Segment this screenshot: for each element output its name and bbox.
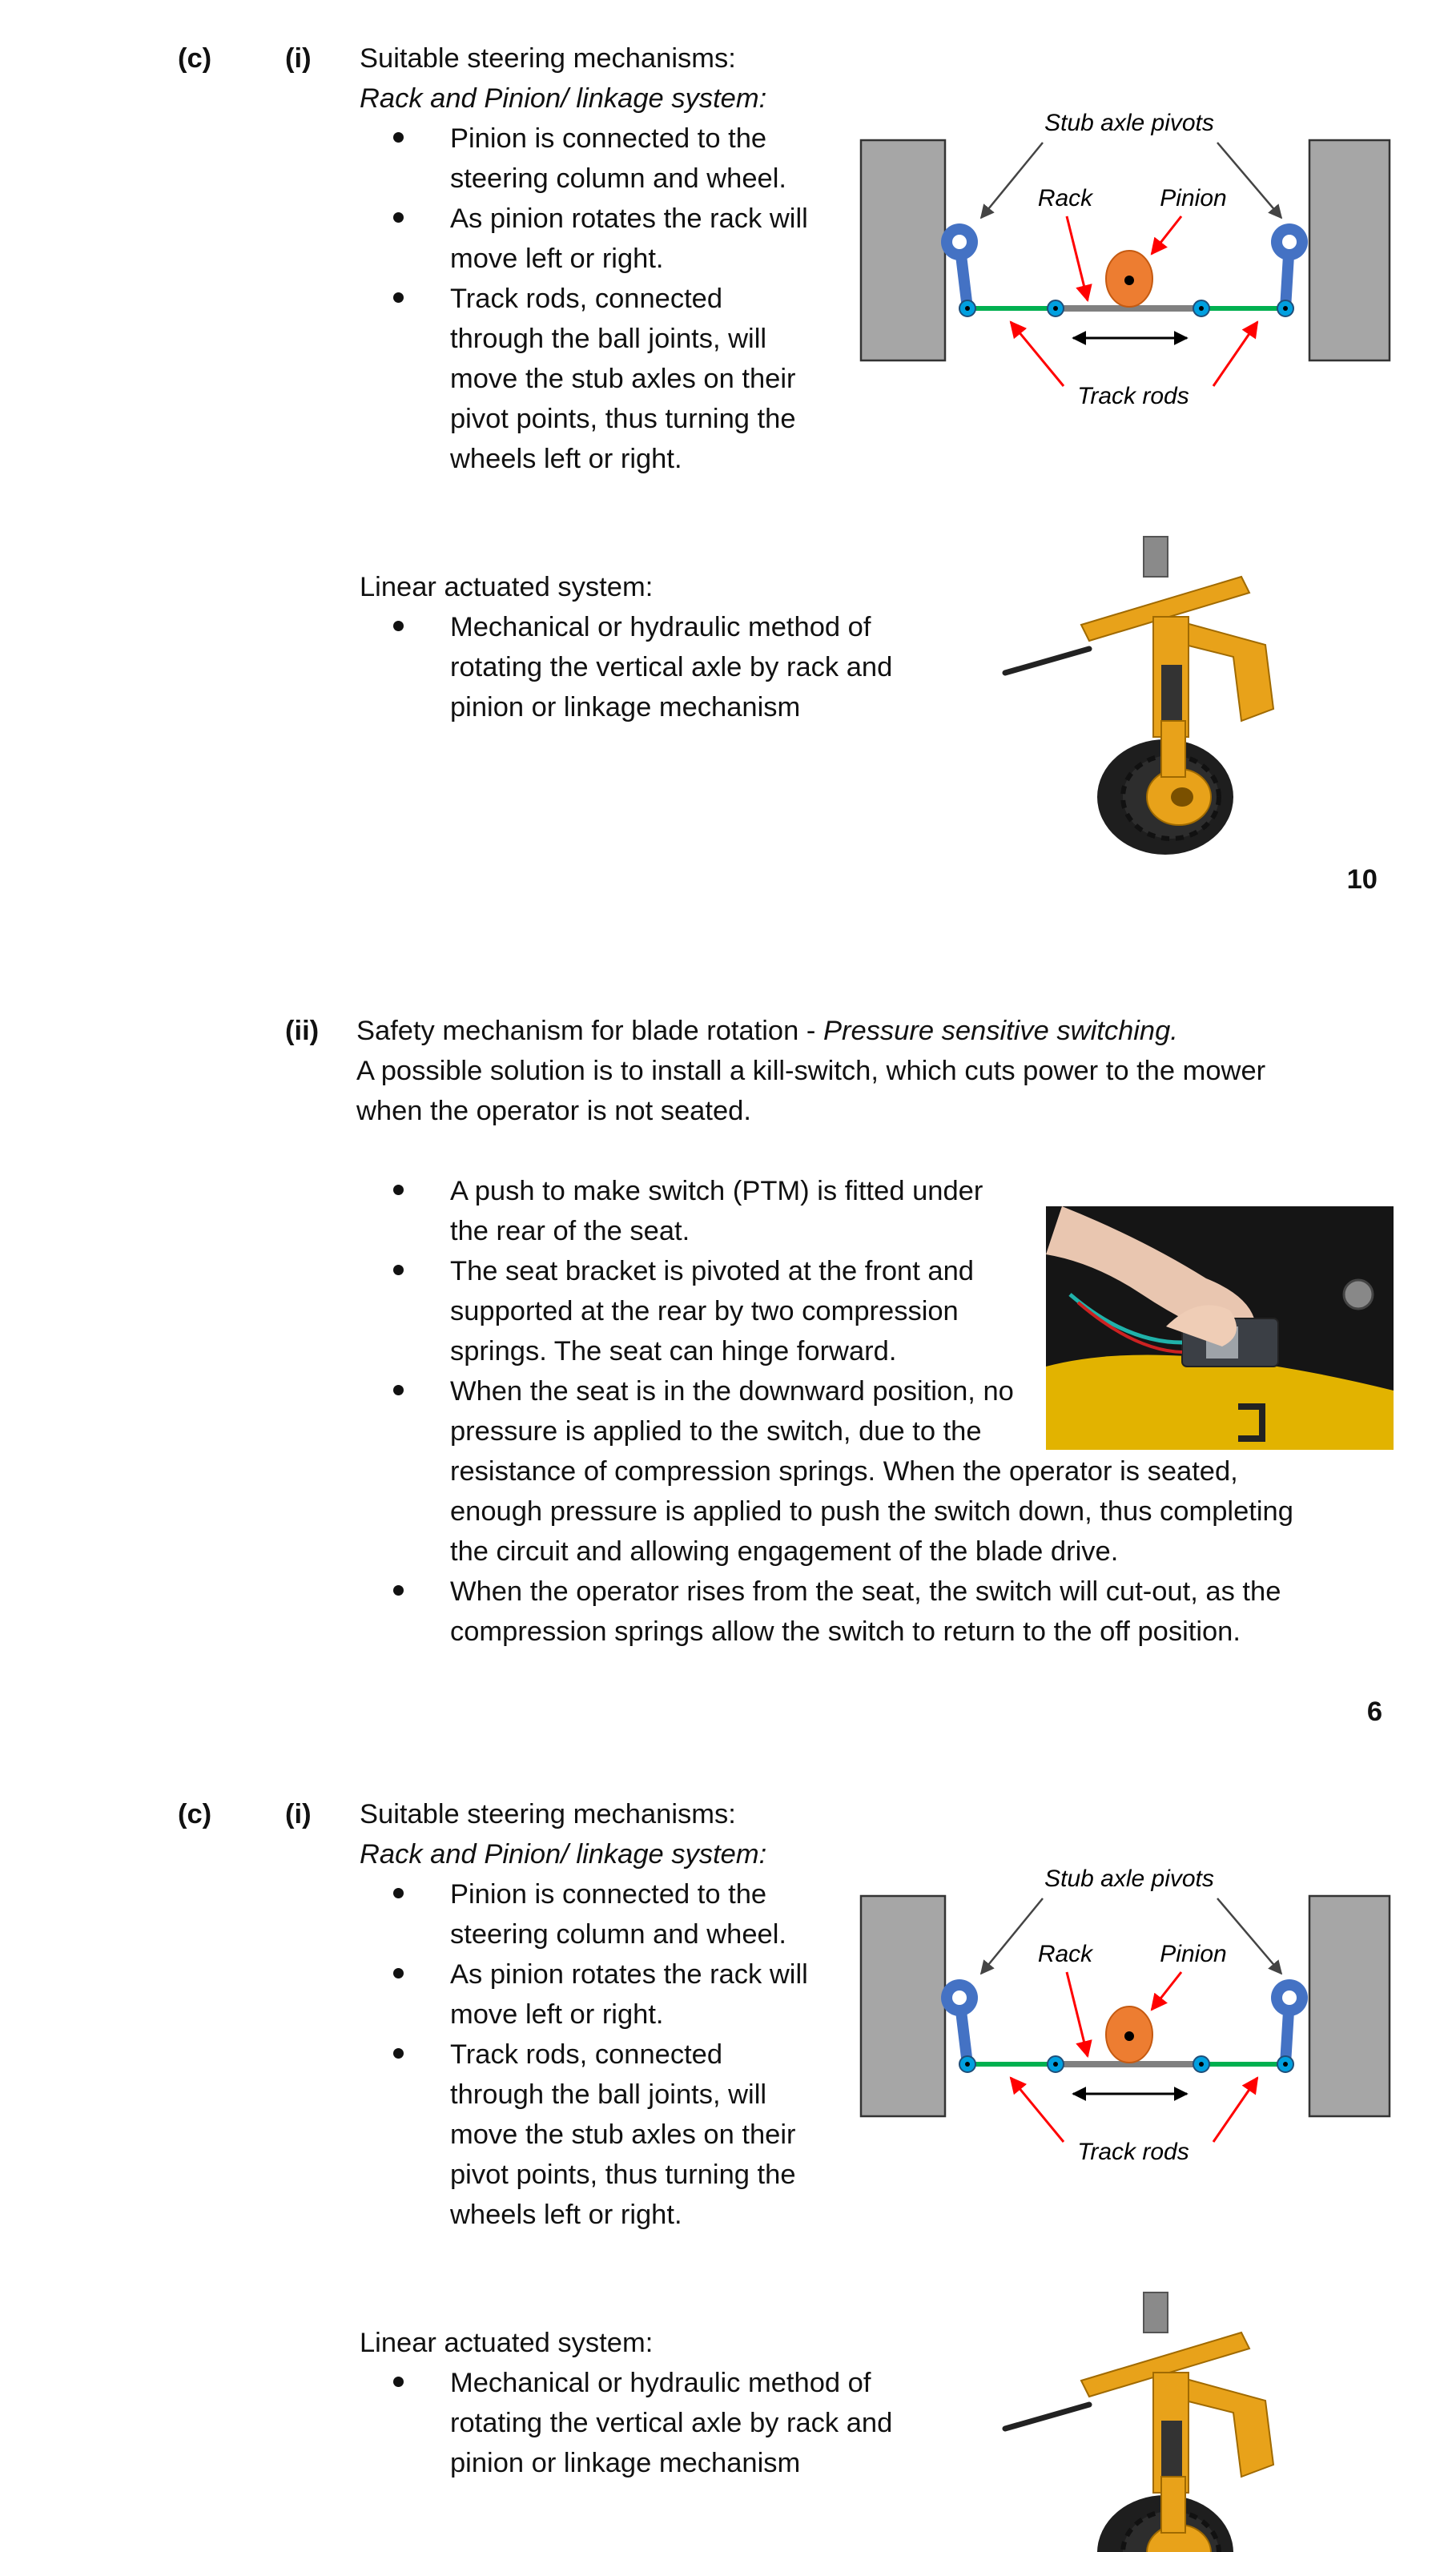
list-item: A push to make switch (PTM) is fitted under the rear of the seat. [360, 1171, 1293, 1251]
linear-heading: Linear actuated system: [360, 572, 654, 602]
section-heading: Suitable steering mechanisms: [360, 1799, 736, 1829]
part-label-i: (i) [285, 43, 312, 74]
label-stub-axle-pivots: Stub axle pivots [1044, 1866, 1214, 1892]
linear-heading: Linear actuated system: [360, 2328, 654, 2358]
right-wheel [1309, 1896, 1390, 2116]
linear-actuator-illustration [1001, 2284, 1305, 2552]
list-item: Pinion is connected to the steering column and wheel. [360, 1874, 808, 1954]
list-item: Mechanical or hydraulic method of rotating the vertical axle by rack and pinion or linkage mechanism [360, 607, 892, 727]
bullet-list [360, 607, 892, 727]
label-rack: Rack [1037, 1941, 1093, 1967]
section-heading: Suitable steering mechanisms: [360, 43, 736, 74]
list-item: Track rods, connected through the ball joints, will move the stub axles on their pivot points, thus turning the wheels left or right. [360, 279, 808, 479]
left-wheel [861, 1896, 945, 2116]
part-label-c: (c) [178, 1799, 212, 1829]
list-item: Pinion is connected to the steering column and wheel. [360, 119, 808, 199]
marks-total: 10 [1346, 864, 1378, 895]
part-label-i: (i) [285, 1799, 312, 1829]
steering-diagram [857, 1852, 1394, 2172]
right-wheel [1309, 140, 1390, 360]
label-stub-axle-pivots: Stub axle pivots [1044, 110, 1214, 136]
list-item: As pinion rotates the rack will move left or right. [360, 1954, 808, 2035]
bullet-list [360, 1874, 808, 2235]
intro-line: A possible solution is to install a kill-switch, which cuts power to the mower [356, 1056, 1266, 1086]
list-item: When the operator rises from the seat, the switch will cut-out, as the compression springs allow the switch to return to the off position. [360, 1572, 1293, 1652]
list-item: When the seat is in the downward position, no pressure is applied to the switch, due to the resistance of compression springs. When the operator is seated, enough pressure is applied to push the switch down, thus completing the circuit and allowing engagement of the blade drive. [360, 1371, 1293, 1572]
section-subheading: Rack and Pinion/ linkage system: [360, 1839, 767, 1870]
list-item: Track rods, connected through the ball joints, will move the stub axles on their pivot points, thus turning the wheels left or right. [360, 2035, 808, 2235]
steering-diagram [857, 96, 1394, 417]
label-track-rods: Track rods [1077, 383, 1189, 409]
seat-switch-photo [1046, 1206, 1394, 1450]
label-pinion: Pinion [1160, 1941, 1227, 1967]
list-item: Mechanical or hydraulic method of rotating the vertical axle by rack and pinion or linkage mechanism [360, 2363, 892, 2483]
part-label-c: (c) [178, 43, 212, 74]
list-item: As pinion rotates the rack will move left or right. [360, 199, 808, 279]
list-item: The seat bracket is pivoted at the front and supported at the rear by two compression springs. The seat can hinge forward. [360, 1251, 1293, 1371]
part-label-ii: (ii) [285, 1016, 320, 1046]
label-rack: Rack [1037, 185, 1093, 211]
section-heading: Safety mechanism for blade rotation - Pressure sensitive switching. [356, 1016, 1178, 1046]
marks-total: 6 [1366, 1697, 1382, 1727]
label-pinion: Pinion [1160, 185, 1227, 211]
linear-actuator-illustration [1001, 529, 1305, 857]
left-wheel [861, 140, 945, 360]
label-track-rods: Track rods [1077, 2139, 1189, 2165]
bullet-list [360, 2363, 892, 2483]
bullet-list [360, 119, 808, 479]
intro-line: when the operator is not seated. [356, 1096, 751, 1126]
section-subheading: Rack and Pinion/ linkage system: [360, 83, 767, 114]
